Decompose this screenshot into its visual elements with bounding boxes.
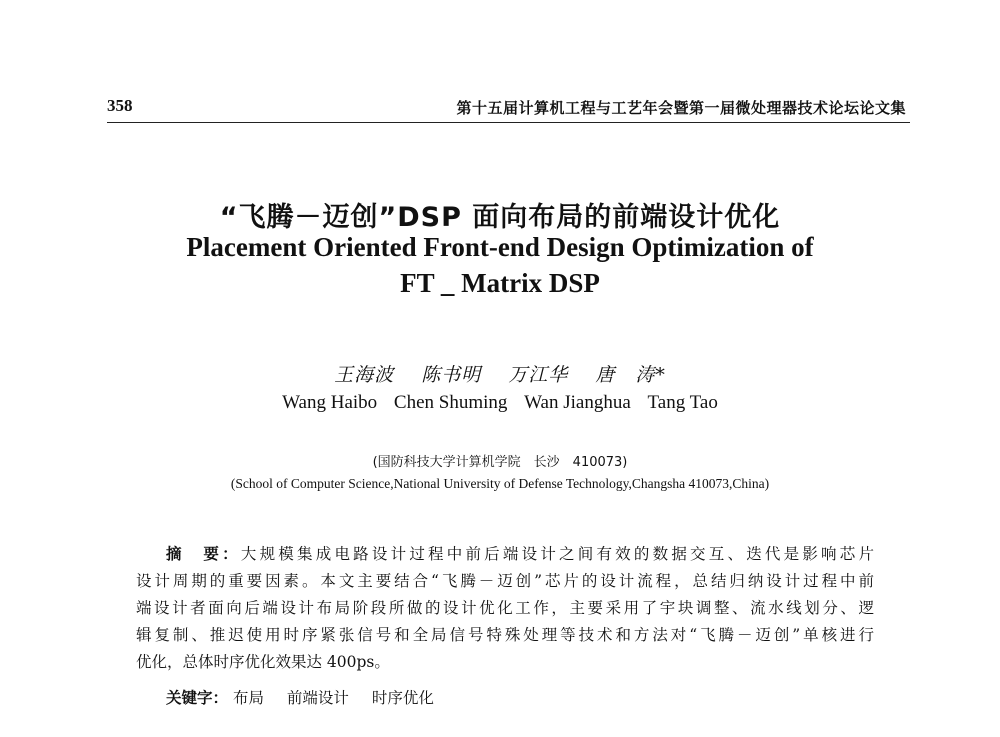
keywords xyxy=(166,686,452,708)
abstract-line: 优化，总体时序优化效果达 400ps。 xyxy=(136,653,390,671)
running-header xyxy=(107,96,910,123)
abstract-label: 摘 要： xyxy=(166,545,241,563)
abstract-line: 设计周期的重要因素。本文主要结合“飞腾－迈创”芯片的设计流程，总结归纳设计过程中前 xyxy=(136,572,874,590)
keyword: 前端设计 xyxy=(286,689,349,707)
affiliation-english: (School of Computer Science,National University of Defense Technology,Changsha 410073,China) xyxy=(230,476,770,491)
keyword: 时序优化 xyxy=(371,689,434,707)
title-english-line-2: FT _ Matrix DSP xyxy=(400,268,600,298)
affiliation-chinese: (国防科技大学计算机学院 长沙 410073) xyxy=(372,455,628,470)
keyword: 布局 xyxy=(232,689,264,707)
author-cn: 王海波 xyxy=(334,364,395,386)
author-en: Chen Shuming xyxy=(393,392,508,413)
author-cn: 万江华 xyxy=(508,364,569,386)
title-english-line-1: Placement Oriented Front-end Design Optimization of xyxy=(186,232,814,262)
abstract-text: 大规模集成电路设计过程中前后端设计之间有效的数据交互、迭代是影响芯片 xyxy=(240,545,874,563)
author-en: Wan Jianghua xyxy=(524,392,631,413)
author-cn: 唐 涛* xyxy=(595,364,666,386)
keywords-label: 关键字： xyxy=(166,689,229,707)
author-en: Wang Haibo xyxy=(282,392,378,413)
abstract-line: 辑复制、推迟使用时序紧张信号和全局信号特殊处理等技术和方法对“飞腾－迈创”单核进行 xyxy=(136,626,874,644)
author-en: Tang Tao xyxy=(647,392,718,413)
authors-english xyxy=(0,392,1000,414)
authors-chinese xyxy=(0,360,1000,387)
journal-title: 第十五届计算机工程与工艺年会暨第一届微处理器技术论坛论文集 xyxy=(456,99,906,117)
abstract-line: 端设计者面向后端设计布局阶段所做的设计优化工作，主要采用了宇块调整、流水线划分、逻 xyxy=(136,599,874,617)
page-number: 358 xyxy=(107,96,133,115)
title-chinese: “飞腾－迈创”DSP 面向布局的前端设计优化 xyxy=(219,202,781,233)
abstract-line xyxy=(136,541,874,568)
author-cn: 陈书明 xyxy=(421,364,482,386)
abstract xyxy=(136,541,874,676)
